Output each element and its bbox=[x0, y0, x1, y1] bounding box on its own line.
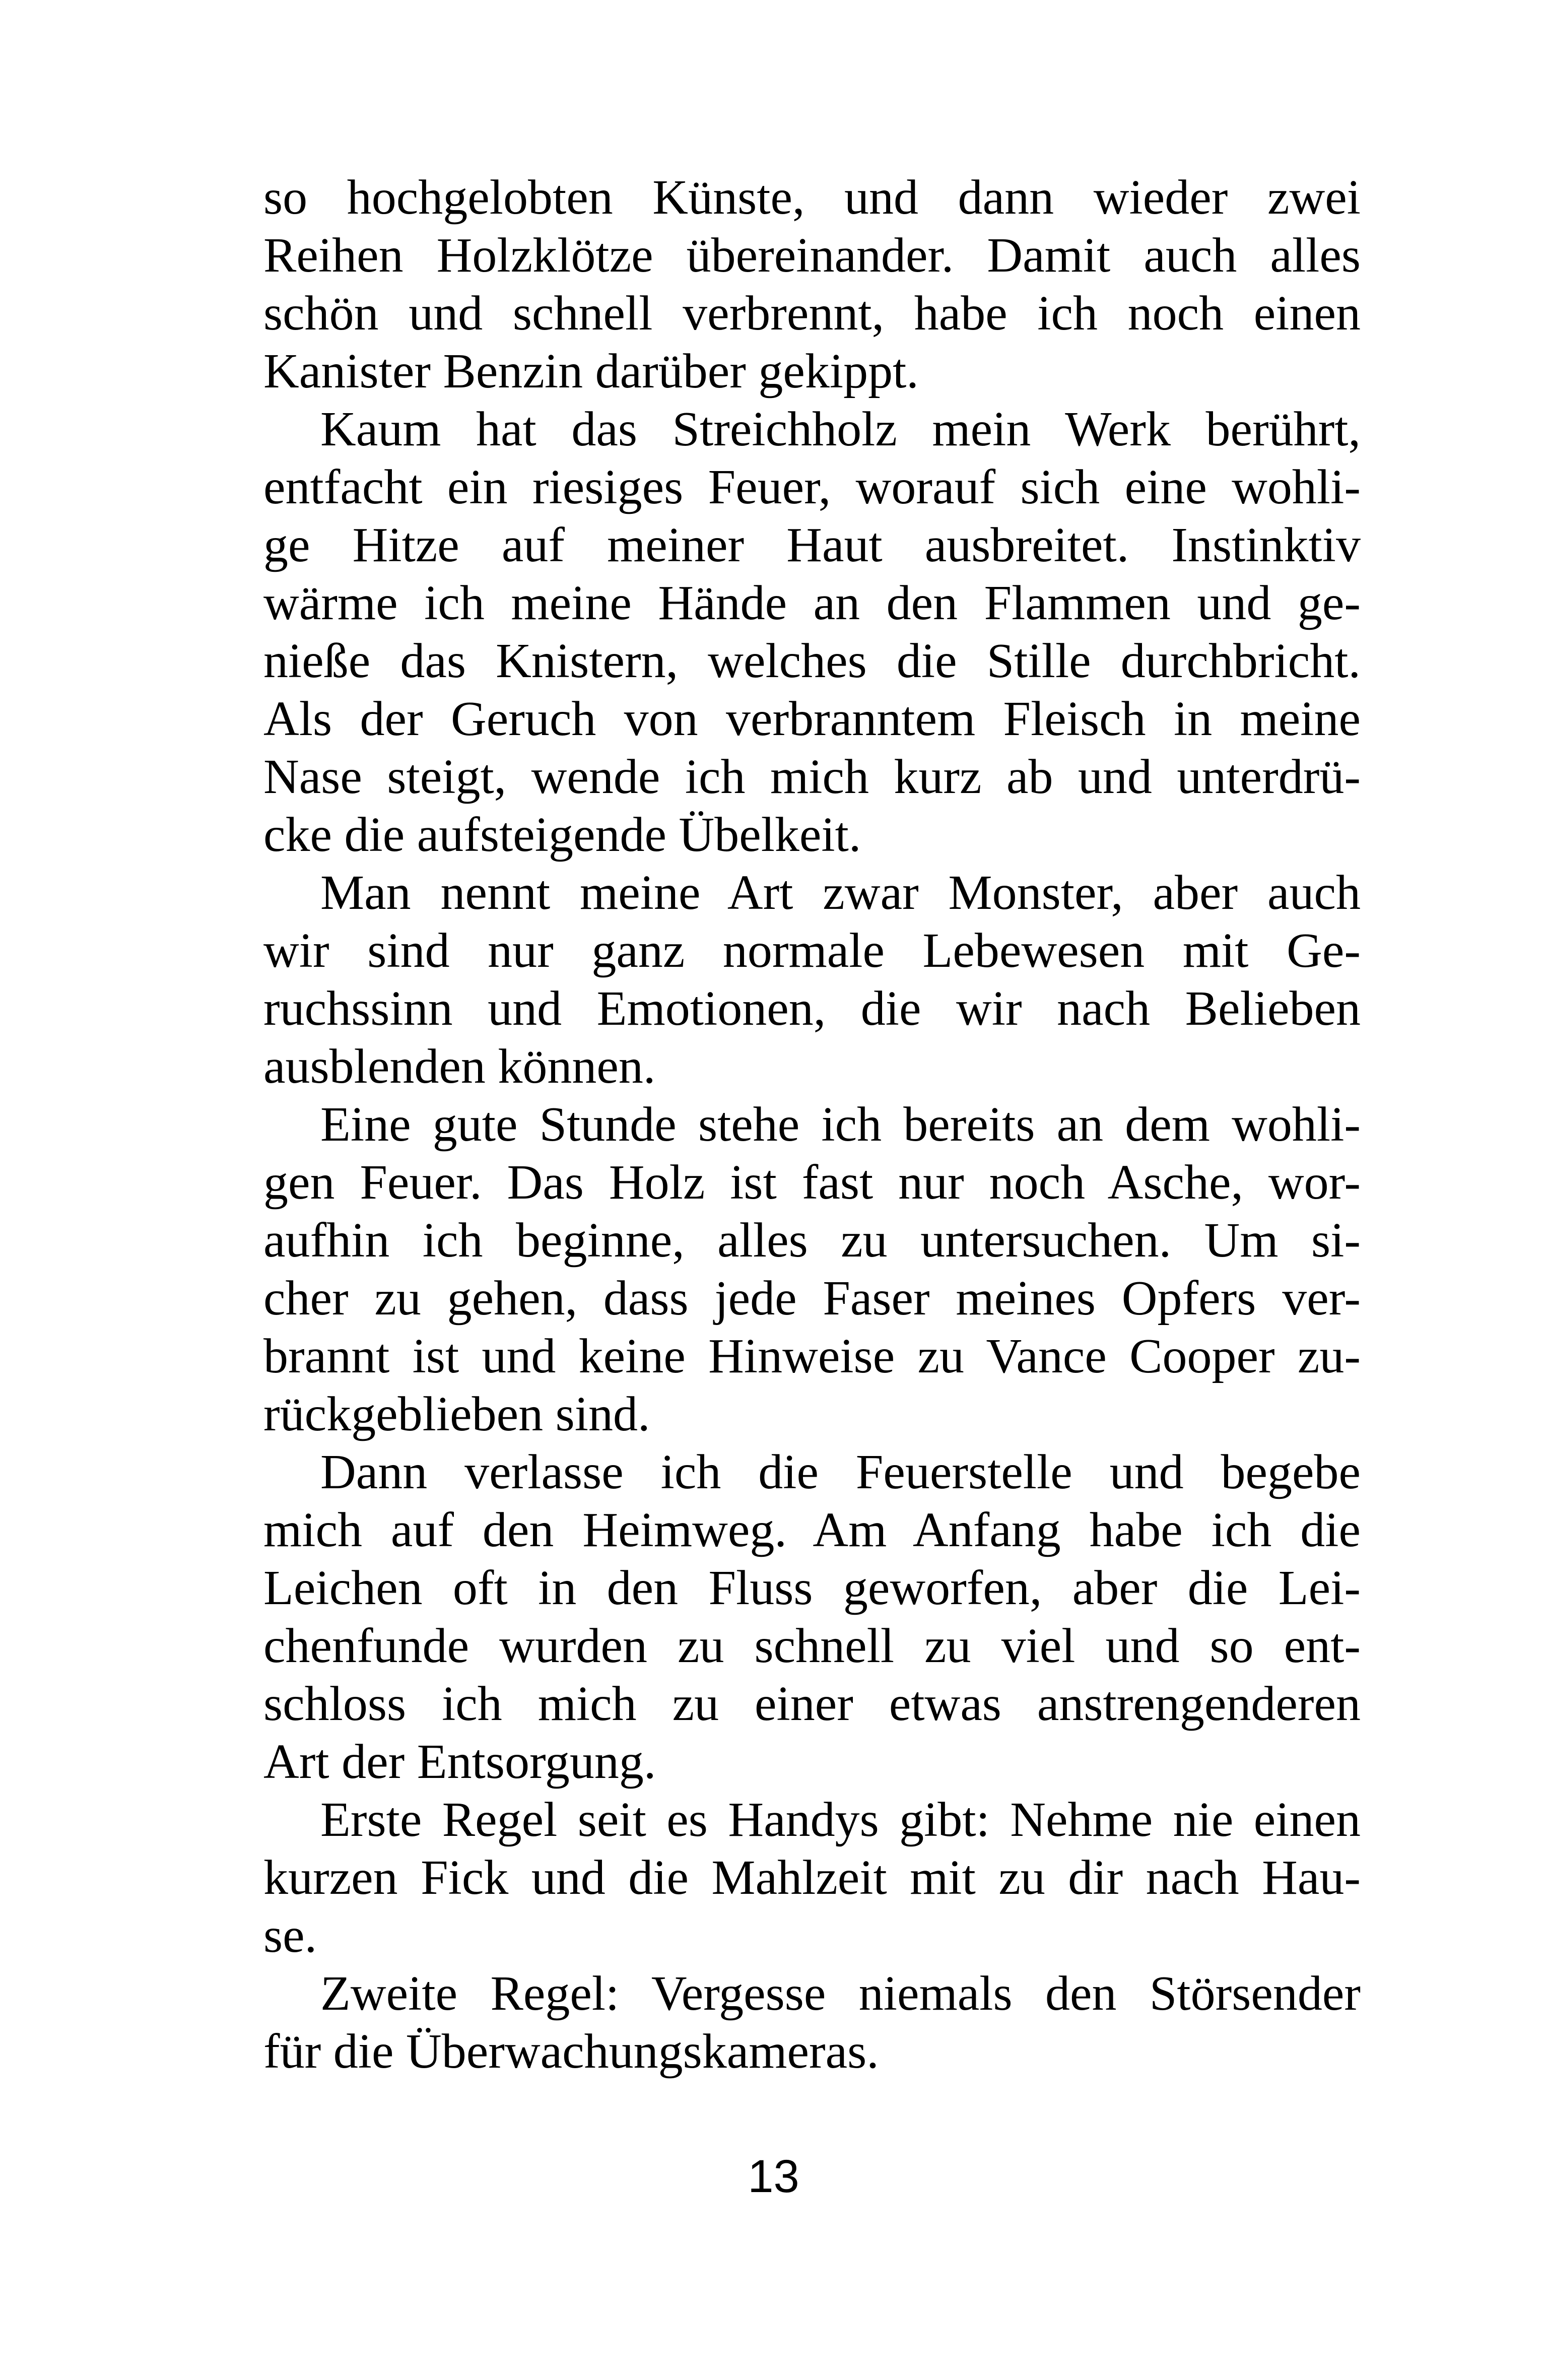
text-line: ruchssinn und Emotionen, die wir nach Belieben bbox=[263, 981, 1361, 1036]
paragraph bbox=[263, 1443, 1361, 1791]
paragraph bbox=[263, 1965, 1361, 2081]
text-line: Man nennt meine Art zwar Monster, aber auch bbox=[320, 866, 1361, 920]
text-line: für die Überwachungskameras. bbox=[263, 2024, 879, 2079]
text-line: rückgeblieben sind. bbox=[263, 1387, 650, 1441]
text-line: Kanister Benzin darüber gekippt. bbox=[263, 344, 919, 399]
text-line: Leichen oft in den Fluss geworfen, aber die Lei- bbox=[263, 1561, 1361, 1615]
text-line: Reihen Holzklötze übereinander. Damit auch alles bbox=[263, 228, 1361, 283]
text-line: Art der Entsorgung. bbox=[263, 1735, 656, 1789]
paragraph bbox=[263, 1791, 1361, 1965]
text-line: nieße das Knistern, welches die Stille durchbricht. bbox=[263, 634, 1361, 688]
paragraph bbox=[263, 169, 1361, 401]
text-line: Eine gute Stunde stehe ich bereits an dem wohli- bbox=[320, 1097, 1361, 1152]
text-line: cher zu gehen, dass jede Faser meines Opfers ver- bbox=[263, 1271, 1361, 1326]
text-line: schloss ich mich zu einer etwas anstrengenderen bbox=[263, 1677, 1361, 1731]
text-line: entfacht ein riesiges Feuer, worauf sich eine wohli- bbox=[263, 460, 1361, 514]
text-line: so hochgelobten Künste, und dann wieder zwei bbox=[263, 170, 1361, 225]
text-line: wärme ich meine Hände an den Flammen und ge- bbox=[263, 576, 1361, 630]
text-line: Kaum hat das Streichholz mein Werk berührt, bbox=[320, 402, 1361, 456]
text-line: chenfunde wurden zu schnell zu viel und so ent- bbox=[263, 1619, 1361, 1673]
text-line: cke die aufsteigende Übelkeit. bbox=[263, 808, 861, 862]
text-line: brannt ist und keine Hinweise zu Vance Cooper zu- bbox=[263, 1329, 1361, 1383]
page-number: 13 bbox=[748, 2151, 799, 2202]
text-line: se. bbox=[263, 1908, 317, 1963]
text-line: Erste Regel seit es Handys gibt: Nehme nie einen bbox=[320, 1793, 1361, 1847]
text-line: Nase steigt, wende ich mich kurz ab und unterdrü- bbox=[263, 750, 1361, 804]
text-line: Dann verlasse ich die Feuerstelle und begebe bbox=[320, 1445, 1361, 1499]
text-line: Zweite Regel: Vergesse niemals den Störsender bbox=[320, 1966, 1361, 2021]
text-line: ausblenden können. bbox=[263, 1039, 656, 1094]
text-line: aufhin ich beginne, alles zu untersuchen. Um si- bbox=[263, 1213, 1361, 1268]
text-line: gen Feuer. Das Holz ist fast nur noch Asche, wor- bbox=[263, 1155, 1361, 1210]
body-text bbox=[263, 169, 1361, 2081]
text-line: kurzen Fick und die Mahlzeit mit zu dir nach Hau- bbox=[263, 1850, 1361, 1905]
text-line: wir sind nur ganz normale Lebewesen mit Ge- bbox=[263, 923, 1361, 978]
text-line: ge Hitze auf meiner Haut ausbreitet. Instinktiv bbox=[263, 518, 1361, 572]
paragraph bbox=[263, 1096, 1361, 1443]
text-line: Als der Geruch von verbranntem Fleisch in meine bbox=[263, 692, 1361, 746]
paragraph bbox=[263, 401, 1361, 864]
paragraph bbox=[263, 864, 1361, 1096]
text-line: mich auf den Heimweg. Am Anfang habe ich die bbox=[263, 1503, 1361, 1557]
text-line: schön und schnell verbrennt, habe ich noch einen bbox=[263, 286, 1361, 341]
